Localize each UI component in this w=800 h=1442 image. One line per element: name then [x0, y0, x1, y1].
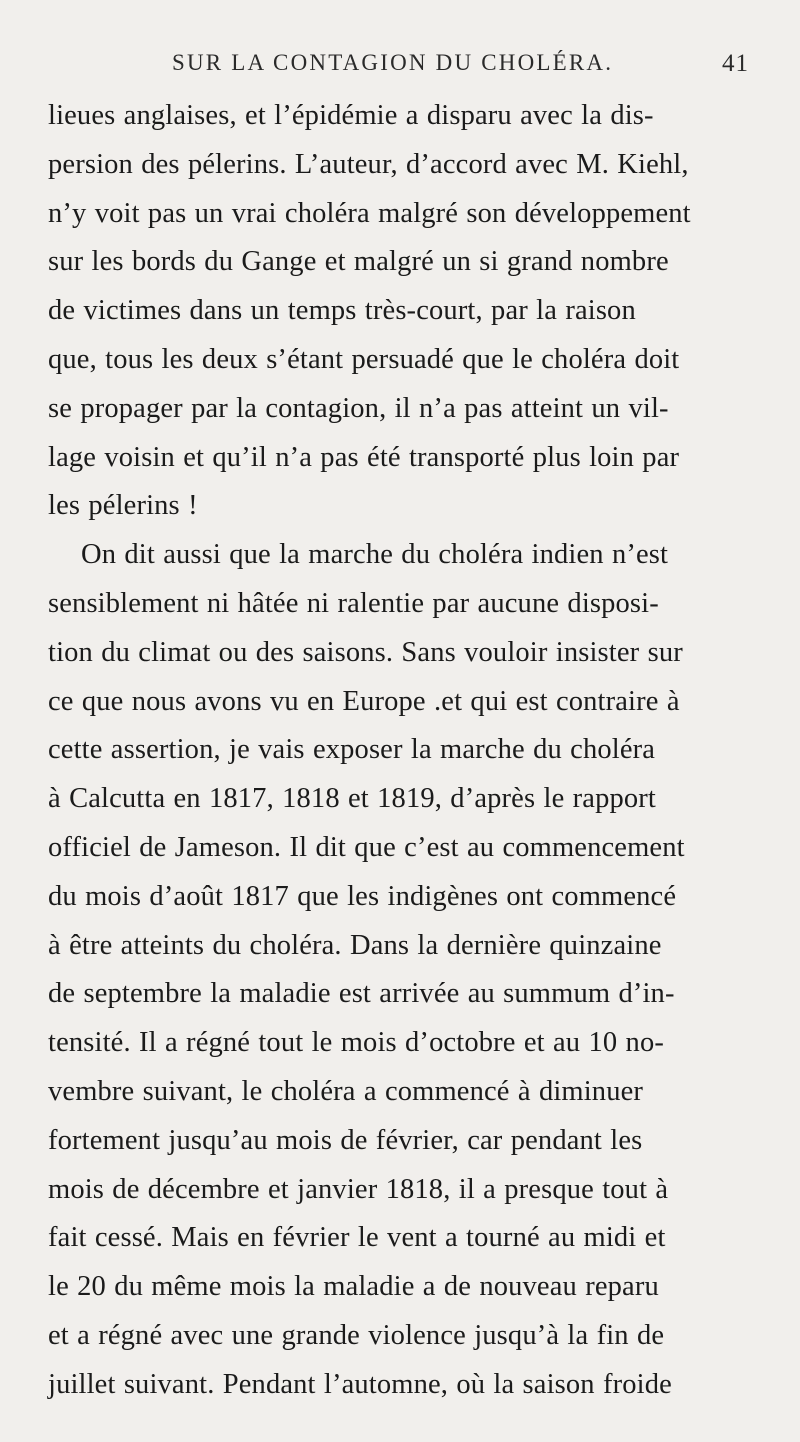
text-line: officiel de Jameson. Il dit que c’est au commencement: [48, 831, 685, 863]
page-number: 41: [722, 50, 749, 77]
body-text: [48, 92, 758, 1410]
text-line: que, tous les deux s’étant persuadé que le choléra doit: [48, 343, 680, 375]
paragraph-start-line: On dit aussi que la marche du choléra indien n’est: [81, 539, 669, 571]
text-line: mois de décembre et janvier 1818, il a presque tout à: [48, 1173, 669, 1205]
text-line: cette assertion, je vais exposer la marche du choléra: [48, 734, 656, 766]
text-line: du mois d’août 1817 que les indigènes ont commencé: [48, 880, 677, 912]
text-line: fait cessé. Mais en février le vent a tourné au midi et: [48, 1222, 666, 1254]
text-line: ce que nous avons vu en Europe .et qui est contraire à: [48, 685, 680, 717]
running-head: [0, 50, 800, 90]
text-line: et a régné avec une grande violence jusqu’à la fin de: [48, 1319, 665, 1351]
text-line: lage voisin et qu’il n’a pas été transporté plus loin par: [48, 441, 680, 473]
text-line: persion des pélerins. L’auteur, d’accord avec M. Kiehl,: [48, 148, 689, 180]
text-line: à Calcutta en 1817, 1818 et 1819, d’après le rapport: [48, 783, 656, 815]
text-line: vembre suivant, le choléra a commencé à diminuer: [48, 1075, 644, 1107]
text-line: lieues anglaises, et l’épidémie a disparu avec la dis-: [48, 100, 654, 131]
text-line: sur les bords du Gange et malgré un si grand nombre: [48, 246, 669, 278]
text-line: de septembre la maladie est arrivée au summum d’in-: [48, 978, 675, 1010]
text-line: à être atteints du choléra. Dans la dernière quinzaine: [48, 929, 662, 961]
running-title: SUR LA CONTAGION DU CHOLÉRA.: [172, 50, 614, 75]
text-line: tion du climat ou des saisons. Sans vouloir insister sur: [48, 636, 683, 668]
text-line: les pélerins !: [48, 490, 198, 522]
text-line: se propager par la contagion, il n’a pas atteint un vil-: [48, 392, 669, 424]
text-line: de victimes dans un temps très-court, par la raison: [48, 295, 636, 327]
text-line: juillet suivant. Pendant l’automne, où la saison froide: [48, 1368, 672, 1400]
text-line: n’y voit pas un vrai choléra malgré son développement: [48, 197, 691, 229]
text-line: tensité. Il a régné tout le mois d’octobre et au 10 no-: [48, 1027, 664, 1059]
text-line: fortement jusqu’au mois de février, car pendant les: [48, 1124, 643, 1156]
text-line: sensiblement ni hâtée ni ralentie par aucune disposi-: [48, 587, 659, 619]
text-line: le 20 du même mois la maladie a de nouveau reparu: [48, 1271, 659, 1303]
